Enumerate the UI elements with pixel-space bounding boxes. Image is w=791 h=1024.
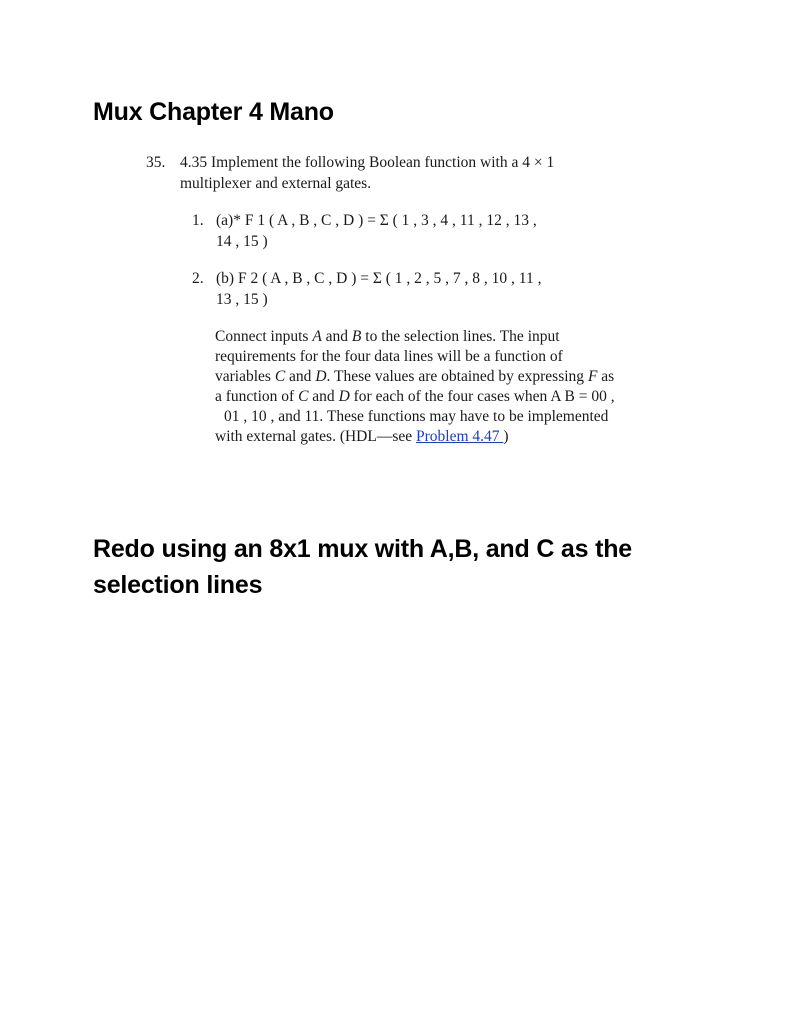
para-line6: with external gates. (HDL—see Problem 4.47 ) bbox=[215, 428, 509, 445]
problem-4-47-link[interactable]: Problem 4.47 bbox=[416, 428, 504, 445]
para-line2: requirements for the four data lines will be a function of bbox=[215, 348, 563, 365]
part-number: 1. bbox=[192, 212, 204, 229]
part-a-line1: (a)* F 1 ( A , B , C , D ) = Σ ( 1 , 3 , 4 , 11 , 12 , 13 , bbox=[216, 212, 537, 229]
para-line4: a function of C and D for each of the four cases when A B = 00 , bbox=[215, 388, 615, 405]
problem-number: 35. bbox=[146, 154, 166, 171]
para-line5: 01 , 10 , and 11. These functions may have to be implemented bbox=[224, 408, 609, 425]
redo-heading: Redo using an 8x1 mux with A,B, and C as the selection lines bbox=[93, 535, 632, 599]
part-b-line1: (b) F 2 ( A , B , C , D ) = Σ ( 1 , 2 , 5 , 7 , 8 , 10 , 11 , bbox=[216, 270, 542, 287]
para-line3: variables C and D. These values are obtained by expressing F as bbox=[215, 368, 615, 385]
part-number: 2. bbox=[192, 270, 204, 287]
para-line1: Connect inputs A and B to the selection lines. The input bbox=[215, 328, 560, 345]
problem-intro-line1: 4.35 Implement the following Boolean function with a 4 × 1 bbox=[180, 154, 555, 171]
problem-intro-line2: multiplexer and external gates. bbox=[180, 175, 372, 192]
page-title: Mux Chapter 4 Mano bbox=[93, 98, 334, 126]
part-b-line2: 13 , 15 ) bbox=[216, 291, 268, 308]
part-a-line2: 14 , 15 ) bbox=[216, 233, 268, 250]
